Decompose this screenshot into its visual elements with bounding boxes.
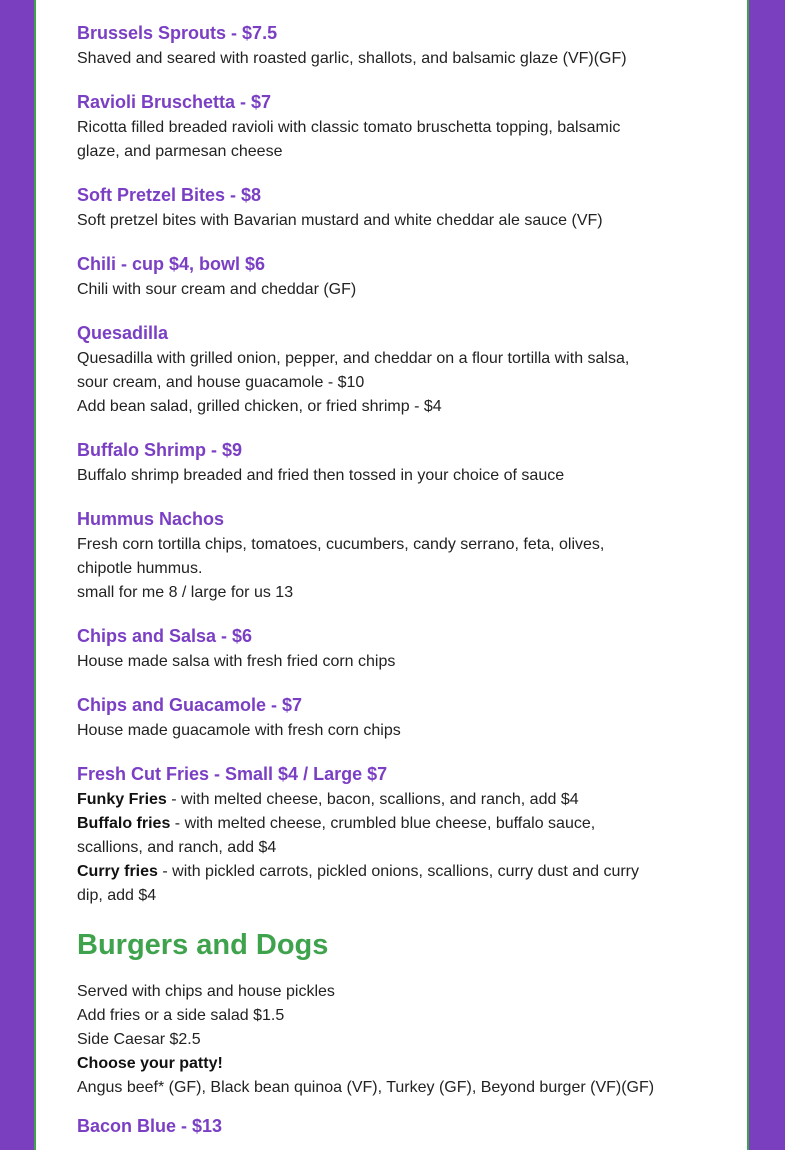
fries-variant-curry	[77, 860, 717, 884]
fries-variant-description: - with melted cheese, crumbled blue cheese, buffalo sauce,	[170, 815, 596, 832]
menu-item-description: Chili with sour cream and cheddar (GF)	[77, 281, 357, 298]
fries-variant-description-cont: scallions, and ranch, add $4	[77, 839, 277, 856]
fries-variant-buffalo	[77, 812, 717, 836]
menu-item	[77, 91, 717, 164]
menu-item-title: Hummus Nachos	[77, 509, 225, 529]
menu-item	[77, 694, 717, 743]
patty-options: Angus beef* (GF), Black bean quinoa (VF), Turkey (GF), Beyond burger (VF)(GF)	[77, 1079, 655, 1096]
fries-variant-funky	[77, 788, 717, 812]
menu-item-title: Chips and Salsa - $6	[77, 626, 253, 646]
menu-item-description: chipotle hummus.	[77, 560, 203, 577]
menu-item-pricing: small for me 8 / large for us 13	[77, 584, 294, 601]
menu-item-title: Bacon Blue - $13	[77, 1116, 223, 1136]
section-heading: Burgers and Dogs	[77, 929, 329, 961]
menu-item-description: Fresh corn tortilla chips, tomatoes, cucumbers, candy serrano, feta, olives,	[77, 536, 605, 553]
section-note: Served with chips and house pickles	[77, 983, 335, 1000]
menu-item-description: Soft pretzel bites with Bavarian mustard and white cheddar ale sauce (VF)	[77, 212, 603, 229]
menu-item-fries	[77, 763, 717, 908]
fries-variant-name: Funky Fries	[77, 791, 167, 808]
section-note: Add fries or a side salad $1.5	[77, 1007, 285, 1024]
fries-variant-description: - with melted cheese, bacon, scallions, and ranch, add $4	[166, 791, 579, 808]
menu-item	[77, 253, 717, 302]
menu-item-title: Soft Pretzel Bites - $8	[77, 185, 262, 205]
menu-item-title: Quesadilla	[77, 323, 169, 343]
fries-variant-description-cont: dip, add $4	[77, 887, 157, 904]
menu-item-description: Ricotta filled breaded ravioli with classic tomato bruschetta topping, balsamic	[77, 119, 621, 136]
fries-variant-name: Buffalo fries	[77, 815, 171, 832]
menu-item-description: House made guacamole with fresh corn chips	[77, 722, 401, 739]
menu-item-description: sour cream, and house guacamole - $10	[77, 374, 365, 391]
menu-item-description: Shaved and seared with roasted garlic, shallots, and balsamic glaze (VF)(GF)	[77, 50, 627, 67]
menu-item-description: Quesadilla with grilled onion, pepper, and cheddar on a flour tortilla with salsa,	[77, 350, 630, 367]
menu-item-addon: Add bean salad, grilled chicken, or fried shrimp - $4	[77, 398, 442, 415]
fries-variant-name: Curry fries	[77, 863, 158, 880]
menu-item-title: Chips and Guacamole - $7	[77, 695, 303, 715]
fries-variant-description: - with pickled carrots, pickled onions, scallions, curry dust and curry	[157, 863, 639, 880]
menu-item-title: Ravioli Bruschetta - $7	[77, 92, 272, 112]
menu-item-description: Buffalo shrimp breaded and fried then tossed in your choice of sauce	[77, 467, 565, 484]
patty-label: Choose your patty!	[77, 1055, 223, 1072]
section-intro	[77, 980, 717, 1100]
menu-item-description: House made salsa with fresh fried corn chips	[77, 653, 396, 670]
menu-item	[77, 322, 717, 419]
menu-item-description: glaze, and parmesan cheese	[77, 143, 283, 160]
menu-item	[77, 439, 717, 488]
menu-item	[77, 22, 717, 71]
menu-item-title: Buffalo Shrimp - $9	[77, 440, 243, 460]
section-note: Side Caesar $2.5	[77, 1031, 201, 1048]
menu-item-title: Brussels Sprouts - $7.5	[77, 23, 278, 43]
menu-item-title: Fresh Cut Fries - Small $4 / Large $7	[77, 764, 388, 784]
menu-item	[77, 508, 717, 605]
menu-page	[34, 0, 749, 1150]
menu-item-title: Chili - cup $4, bowl $6	[77, 254, 266, 274]
menu-item	[77, 1115, 717, 1137]
menu-item	[77, 184, 717, 233]
menu-item	[77, 625, 717, 674]
